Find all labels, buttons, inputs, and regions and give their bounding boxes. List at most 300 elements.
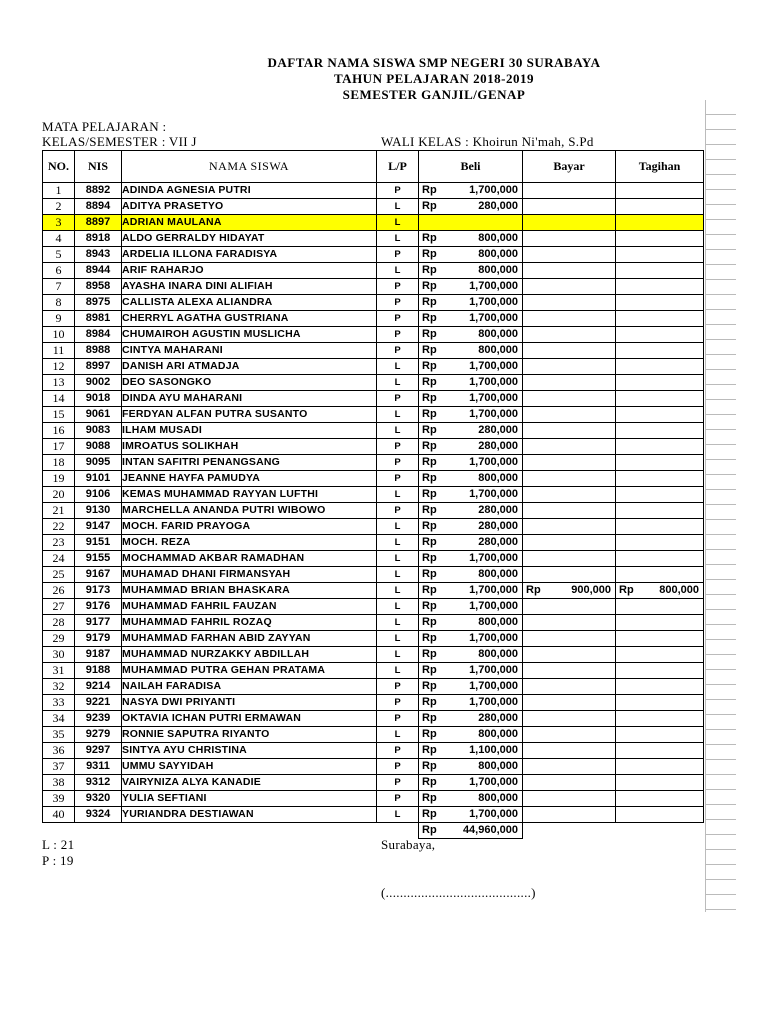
cell-name: IMROATUS SOLIKHAH: [122, 439, 377, 455]
cell-no: 28: [43, 615, 75, 631]
side-gridline: [706, 685, 736, 700]
cell-beli: [419, 247, 523, 263]
cell-lp: L: [377, 407, 419, 423]
amount-value: 1,700,000: [469, 408, 518, 420]
side-gridline: [706, 790, 736, 805]
cell-nis: 9221: [75, 695, 122, 711]
currency-label: Rp: [422, 632, 437, 644]
cell-lp: P: [377, 695, 419, 711]
currency-label: Rp: [422, 376, 437, 388]
amount-value: 1,700,000: [469, 456, 518, 468]
cell-tagihan: [616, 199, 704, 215]
side-gridline: [706, 325, 736, 340]
currency-label: Rp: [422, 184, 437, 196]
side-gridline: [706, 100, 736, 115]
currency-label: Rp: [422, 728, 437, 740]
cell-name: OKTAVIA ICHAN PUTRI ERMAWAN: [122, 711, 377, 727]
cell-lp: P: [377, 471, 419, 487]
cell-name: ALDO GERRALDY HIDAYAT: [122, 231, 377, 247]
amount-value: 800,000: [478, 792, 518, 804]
cell-name: DANISH ARI ATMADJA: [122, 359, 377, 375]
side-gridline: [706, 340, 736, 355]
currency-label: Rp: [422, 472, 437, 484]
cell-lp: P: [377, 711, 419, 727]
cell-lp: P: [377, 295, 419, 311]
cell-lp: L: [377, 215, 419, 231]
cell-bayar: [523, 695, 616, 711]
cell-tagihan: [616, 375, 704, 391]
cell-beli: [419, 231, 523, 247]
amount-value: 1,700,000: [469, 584, 518, 596]
amount-value: 800,000: [478, 568, 518, 580]
cell-name: YURIANDRA DESTIAWAN: [122, 807, 377, 823]
table-row: [43, 583, 704, 599]
side-gridline: [706, 175, 736, 190]
mata-pelajaran-label: MATA PELAJARAN :: [42, 119, 167, 134]
currency-label: Rp: [422, 696, 437, 708]
cell-no: 4: [43, 231, 75, 247]
cell-nis: 9187: [75, 647, 122, 663]
amount-value: 800,000: [659, 584, 699, 596]
side-gridline: [706, 460, 736, 475]
cell-tagihan: [616, 407, 704, 423]
cell-name: KEMAS MUHAMMAD RAYYAN LUFTHI: [122, 487, 377, 503]
cell-tagihan: [616, 759, 704, 775]
cell-beli: [419, 535, 523, 551]
cell-name: MUHAMMAD FARHAN ABID ZAYYAN: [122, 631, 377, 647]
side-gridline: [706, 475, 736, 490]
table-row: [43, 503, 704, 519]
cell-lp: P: [377, 759, 419, 775]
cell-name: DEO SASONGKO: [122, 375, 377, 391]
table-row: [43, 647, 704, 663]
currency-label: Rp: [422, 232, 437, 244]
side-gridline: [706, 130, 736, 145]
cell-name: CHUMAIROH AGUSTIN MUSLICHA: [122, 327, 377, 343]
cell-nis: 9179: [75, 631, 122, 647]
cell-name: ARDELIA ILLONA FARADISYA: [122, 247, 377, 263]
table-row: [43, 231, 704, 247]
amount-value: 1,700,000: [469, 184, 518, 196]
cell-beli: [419, 439, 523, 455]
amount-value: 1,700,000: [469, 776, 518, 788]
cell-bayar: [523, 295, 616, 311]
side-gridline: [706, 280, 736, 295]
cell-nis: 9095: [75, 455, 122, 471]
cell-lp: L: [377, 375, 419, 391]
cell-nis: 9167: [75, 567, 122, 583]
cell-bayar: [523, 199, 616, 215]
side-gridline: [706, 385, 736, 400]
cell-lp: P: [377, 343, 419, 359]
cell-no: 30: [43, 647, 75, 663]
cell-no: 32: [43, 679, 75, 695]
amount-value: 280,000: [478, 200, 518, 212]
table-row: [43, 567, 704, 583]
amount-value: 800,000: [478, 248, 518, 260]
amount-value: 1,100,000: [469, 744, 518, 756]
cell-nis: 9279: [75, 727, 122, 743]
cell-bayar: [523, 471, 616, 487]
currency-label: Rp: [422, 744, 437, 756]
side-gridline: [706, 520, 736, 535]
cell-no: 1: [43, 183, 75, 199]
cell-lp: L: [377, 551, 419, 567]
cell-nis: 8918: [75, 231, 122, 247]
cell-nis: 9297: [75, 743, 122, 759]
cell-nis: 9088: [75, 439, 122, 455]
cell-lp: L: [377, 359, 419, 375]
cell-no: 11: [43, 343, 75, 359]
cell-no: 15: [43, 407, 75, 423]
cell-no: 5: [43, 247, 75, 263]
cell-lp: L: [377, 423, 419, 439]
cell-lp: L: [377, 727, 419, 743]
cell-lp: P: [377, 679, 419, 695]
side-gridline: [706, 355, 736, 370]
column-header-no: NO.: [43, 151, 75, 183]
amount-value: 1,700,000: [469, 680, 518, 692]
cell-bayar: [523, 519, 616, 535]
cell-beli: [419, 391, 523, 407]
cell-nis: 9018: [75, 391, 122, 407]
cell-beli: [419, 615, 523, 631]
spreadsheet-side-gridlines: [705, 100, 736, 912]
cell-tagihan: [616, 231, 704, 247]
cell-beli: [419, 679, 523, 695]
table-row: [43, 455, 704, 471]
side-gridline: [706, 745, 736, 760]
cell-name: MUHAMAD DHANI FIRMANSYAH: [122, 567, 377, 583]
cell-no: 29: [43, 631, 75, 647]
table-row: [43, 759, 704, 775]
cell-beli: [419, 343, 523, 359]
cell-nis: 9061: [75, 407, 122, 423]
cell-nis: 8897: [75, 215, 122, 231]
currency-label: Rp: [422, 408, 437, 420]
amount-value: 800,000: [478, 648, 518, 660]
currency-label: Rp: [422, 312, 437, 324]
currency-label: Rp: [422, 808, 437, 820]
cell-beli: [419, 727, 523, 743]
cell-nis: 9177: [75, 615, 122, 631]
cell-bayar: [523, 423, 616, 439]
cell-lp: P: [377, 247, 419, 263]
table-row: [43, 279, 704, 295]
cell-name: INTAN SAFITRI PENANGSANG: [122, 455, 377, 471]
cell-nis: 8984: [75, 327, 122, 343]
cell-beli: [419, 599, 523, 615]
amount-value: 900,000: [571, 584, 611, 596]
cell-beli: [419, 695, 523, 711]
cell-name: MUHAMMAD FAHRIL FAUZAN: [122, 599, 377, 615]
cell-tagihan: [616, 247, 704, 263]
cell-nis: 9155: [75, 551, 122, 567]
cell-no: 3: [43, 215, 75, 231]
female-count: P : 19: [42, 853, 74, 868]
cell-nis: 8975: [75, 295, 122, 311]
cell-lp: P: [377, 775, 419, 791]
cell-name: SINTYA AYU CHRISTINA: [122, 743, 377, 759]
student-table: [42, 150, 704, 839]
cell-name: FERDYAN ALFAN PUTRA SUSANTO: [122, 407, 377, 423]
amount-value: 800,000: [478, 232, 518, 244]
side-gridline: [706, 775, 736, 790]
side-gridline: [706, 625, 736, 640]
document-title: DAFTAR NAMA SISWA SMP NEGERI 30 SURABAYA: [267, 55, 601, 70]
cell-tagihan: [616, 391, 704, 407]
cell-no: 27: [43, 599, 75, 615]
side-gridline: [706, 160, 736, 175]
amount-value: 800,000: [478, 472, 518, 484]
side-gridline: [706, 190, 736, 205]
cell-bayar: [523, 375, 616, 391]
amount-value: 1,700,000: [469, 360, 518, 372]
cell-no: 6: [43, 263, 75, 279]
cell-no: 26: [43, 583, 75, 599]
table-row: [43, 311, 704, 327]
side-gridline: [706, 700, 736, 715]
amount-value: 1,700,000: [469, 296, 518, 308]
cell-no: 18: [43, 455, 75, 471]
side-gridline: [706, 565, 736, 580]
cell-name: VAIRYNIZA ALYA KANADIE: [122, 775, 377, 791]
cell-beli: [419, 407, 523, 423]
amount-value: 1,700,000: [469, 696, 518, 708]
table-row: [43, 439, 704, 455]
cell-no: 24: [43, 551, 75, 567]
cell-lp: L: [377, 631, 419, 647]
student-rows: [43, 183, 704, 823]
side-gridline: [706, 595, 736, 610]
cell-nis: 8958: [75, 279, 122, 295]
side-gridline: [706, 370, 736, 385]
cell-no: 2: [43, 199, 75, 215]
cell-bayar: [523, 455, 616, 471]
side-gridline: [706, 730, 736, 745]
column-header-bayar: Bayar: [523, 151, 616, 183]
side-gridline: [706, 655, 736, 670]
cell-beli: [419, 279, 523, 295]
cell-no: 14: [43, 391, 75, 407]
cell-bayar: [523, 583, 616, 599]
cell-lp: P: [377, 327, 419, 343]
cell-name: YULIA SEFTIANI: [122, 791, 377, 807]
currency-label: Rp: [422, 296, 437, 308]
cell-lp: L: [377, 199, 419, 215]
cell-beli: [419, 263, 523, 279]
cell-no: 33: [43, 695, 75, 711]
side-gridline: [706, 670, 736, 685]
currency-label: Rp: [422, 392, 437, 404]
cell-no: 22: [43, 519, 75, 535]
side-gridline: [706, 820, 736, 835]
cell-no: 9: [43, 311, 75, 327]
cell-nis: 8892: [75, 183, 122, 199]
amount-value: 1,700,000: [469, 280, 518, 292]
table-row: [43, 791, 704, 807]
cell-beli: [419, 455, 523, 471]
cell-nis: 9176: [75, 599, 122, 615]
amount-value: 1,700,000: [469, 600, 518, 612]
cell-lp: P: [377, 455, 419, 471]
side-gridline: [706, 295, 736, 310]
cell-tagihan: [616, 439, 704, 455]
table-row: [43, 807, 704, 823]
amount-value: 280,000: [478, 712, 518, 724]
cell-bayar: [523, 551, 616, 567]
currency-label: Rp: [422, 200, 437, 212]
cell-beli: [419, 711, 523, 727]
amount-value: 1,700,000: [469, 552, 518, 564]
currency-label: Rp: [422, 600, 437, 612]
cell-nis: 8981: [75, 311, 122, 327]
cell-bayar: [523, 215, 616, 231]
currency-label: Rp: [619, 584, 634, 596]
amount-value: 1,700,000: [469, 376, 518, 388]
currency-label: Rp: [422, 536, 437, 548]
cell-nis: 9147: [75, 519, 122, 535]
amount-value: 1,700,000: [469, 632, 518, 644]
cell-tagihan: [616, 487, 704, 503]
cell-bayar: [523, 503, 616, 519]
table-row: [43, 327, 704, 343]
total-row: [43, 823, 704, 839]
cell-lp: P: [377, 183, 419, 199]
side-gridline: [706, 445, 736, 460]
cell-bayar: [523, 599, 616, 615]
cell-beli: [419, 743, 523, 759]
side-gridline: [706, 640, 736, 655]
cell-no: 7: [43, 279, 75, 295]
side-gridline: [706, 850, 736, 865]
cell-name: CHERRYL AGATHA GUSTRIANA: [122, 311, 377, 327]
table-row: [43, 183, 704, 199]
column-header-nis: NIS: [75, 151, 122, 183]
table-row: [43, 695, 704, 711]
cell-name: RONNIE SAPUTRA RIYANTO: [122, 727, 377, 743]
cell-tagihan: [616, 423, 704, 439]
cell-beli: [419, 487, 523, 503]
cell-beli: [419, 359, 523, 375]
side-gridline: [706, 400, 736, 415]
currency-label: Rp: [422, 776, 437, 788]
column-header-nama: NAMA SISWA: [122, 151, 377, 183]
cell-lp: P: [377, 439, 419, 455]
cell-no: 25: [43, 567, 75, 583]
cell-beli: [419, 631, 523, 647]
cell-beli: [419, 519, 523, 535]
cell-bayar: [523, 743, 616, 759]
cell-nis: 8943: [75, 247, 122, 263]
cell-name: NASYA DWI PRIYANTI: [122, 695, 377, 711]
signature-line: (.........................................): [381, 885, 536, 900]
wali-kelas-label: WALI KELAS : Khoirun Ni'mah, S.Pd: [381, 134, 594, 149]
side-gridline: [706, 250, 736, 265]
cell-lp: L: [377, 535, 419, 551]
amount-value: 800,000: [478, 264, 518, 276]
cell-tagihan: [616, 679, 704, 695]
kelas-semester-label: KELAS/SEMESTER : VII J: [42, 134, 197, 149]
side-gridline: [706, 205, 736, 220]
cell-bayar: [523, 407, 616, 423]
cell-tagihan: [616, 583, 704, 599]
cell-bayar: [523, 615, 616, 631]
cell-nis: 9320: [75, 791, 122, 807]
cell-bayar: [523, 359, 616, 375]
side-gridline: [706, 310, 736, 325]
cell-beli: [419, 215, 523, 231]
cell-tagihan: [616, 471, 704, 487]
table-row: [43, 263, 704, 279]
cell-lp: L: [377, 599, 419, 615]
cell-bayar: [523, 807, 616, 823]
cell-beli: [419, 423, 523, 439]
table-row: [43, 743, 704, 759]
amount-value: 1,700,000: [469, 312, 518, 324]
table-row: [43, 519, 704, 535]
cell-beli: [419, 647, 523, 663]
cell-beli: [419, 759, 523, 775]
currency-label: Rp: [422, 344, 437, 356]
cell-nis: 9173: [75, 583, 122, 599]
side-gridline: [706, 760, 736, 775]
cell-nis: 9312: [75, 775, 122, 791]
cell-nis: 9214: [75, 679, 122, 695]
table-row: [43, 295, 704, 311]
cell-no: 31: [43, 663, 75, 679]
cell-tagihan: [616, 503, 704, 519]
cell-name: MOCHAMMAD AKBAR RAMADHAN: [122, 551, 377, 567]
cell-nis: 9151: [75, 535, 122, 551]
cell-bayar: [523, 567, 616, 583]
cell-name: AYASHA INARA DINI ALIFIAH: [122, 279, 377, 295]
cell-beli: [419, 663, 523, 679]
table-row: [43, 391, 704, 407]
cell-no: 10: [43, 327, 75, 343]
cell-nis: 9188: [75, 663, 122, 679]
cell-no: 37: [43, 759, 75, 775]
cell-bayar: [523, 727, 616, 743]
cell-no: 34: [43, 711, 75, 727]
amount-value: 280,000: [478, 504, 518, 516]
cell-bayar: [523, 647, 616, 663]
cell-lp: P: [377, 743, 419, 759]
side-gridline: [706, 505, 736, 520]
cell-tagihan: [616, 711, 704, 727]
cell-beli: [419, 471, 523, 487]
currency-label: Rp: [422, 568, 437, 580]
table-row: [43, 375, 704, 391]
amount-value: 1,700,000: [469, 664, 518, 676]
cell-lp: P: [377, 791, 419, 807]
cell-bayar: [523, 263, 616, 279]
cell-bayar: [523, 535, 616, 551]
currency-label: Rp: [422, 424, 437, 436]
cell-lp: L: [377, 647, 419, 663]
currency-label: Rp: [422, 456, 437, 468]
table-row: [43, 215, 704, 231]
cell-tagihan: [616, 263, 704, 279]
cell-lp: L: [377, 583, 419, 599]
cell-no: 39: [43, 791, 75, 807]
cell-tagihan: [616, 519, 704, 535]
cell-no: 19: [43, 471, 75, 487]
side-gridline: [706, 220, 736, 235]
amount-value: 1,700,000: [469, 808, 518, 820]
amount-value: 800,000: [478, 728, 518, 740]
cell-no: 35: [43, 727, 75, 743]
